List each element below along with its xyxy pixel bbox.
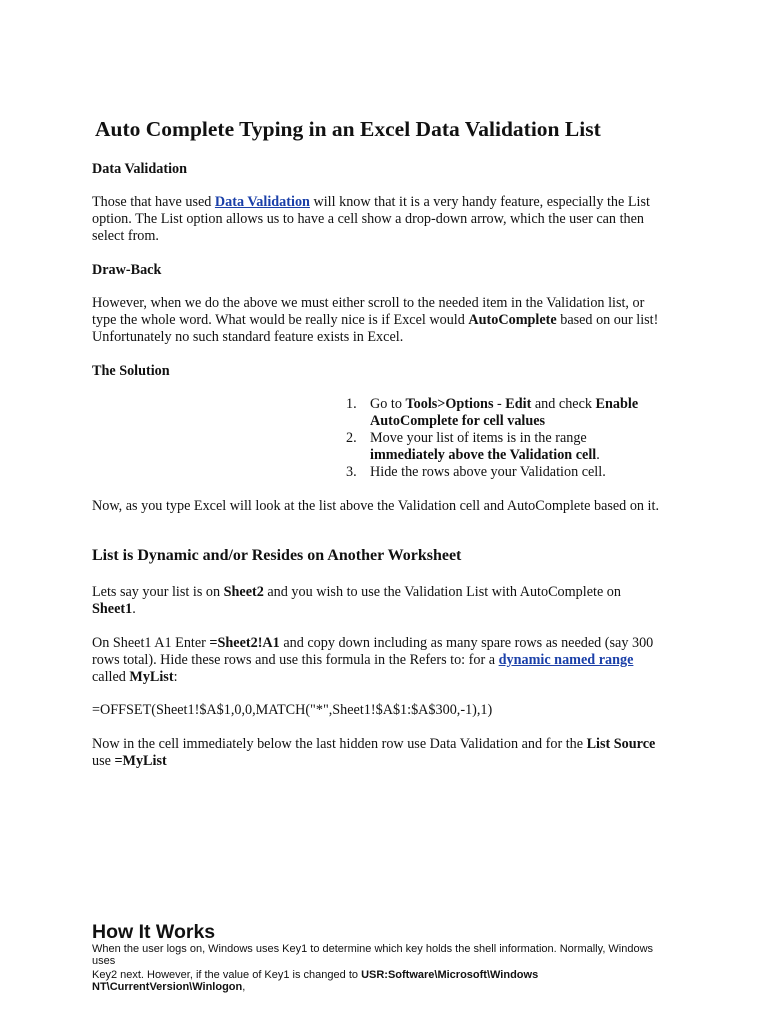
text-span: Now in the cell immediately below the last hidden row use Data Validation and for the: [92, 736, 587, 752]
bold-text: Sheet2: [223, 584, 264, 600]
bold-text: USR:Software\Microsoft\Windows NT\CurrentVersion\Winlogon: [92, 969, 539, 993]
heading-draw-back: Draw-Back: [92, 262, 162, 278]
bold-text: =Sheet2!A1: [209, 635, 280, 651]
formula-text: =OFFSET(Sheet1!$A$1,0,0,MATCH("*",Sheet1!$A$1:$A$300,-1),1): [92, 702, 493, 718]
list-number: 1.: [346, 396, 357, 412]
heading-dynamic-list: List is Dynamic and/or Resides on Another Worksheet: [92, 547, 462, 564]
bold-text: =MyList: [114, 753, 167, 769]
paragraph-list-source: [92, 736, 662, 770]
dynamic-named-range-link[interactable]: dynamic named range: [498, 652, 634, 668]
text-span: However, when we do the above we must either scroll to the needed item in the Validation list, or type the whole word. What would be really nice is if Excel would: [92, 295, 645, 328]
heading-data-validation: Data Validation: [92, 161, 188, 177]
paragraph-data-validation: [92, 194, 662, 245]
text-span: Hide the rows above your Validation cell.: [370, 464, 606, 480]
text-span: .: [596, 447, 600, 463]
bold-text: Edit: [505, 396, 532, 412]
text-span: based on our list! Unfortunately no such standard feature exists in Excel.: [92, 312, 659, 345]
bold-text: MyList: [129, 669, 174, 685]
text-span: Those that have used: [92, 194, 215, 210]
bold-text: Enable AutoComplete for cell values: [370, 396, 639, 429]
heading-the-solution: The Solution: [92, 363, 170, 379]
bold-text: immediately above the Validation cell: [370, 447, 597, 463]
bold-text: Tools>Options: [405, 396, 494, 412]
list-item: [344, 464, 664, 481]
list-item: [344, 430, 664, 464]
text-span: and copy down including as many spare rows as needed (say 300 rows total). Hide these rows and use this formula in the Refers to: for a: [92, 635, 654, 668]
paragraph-draw-back: [92, 295, 662, 346]
text-span: On Sheet1 A1 Enter: [92, 635, 210, 651]
bold-text: Sheet1: [92, 601, 133, 617]
text-span: use: [92, 753, 115, 769]
text-span: will know that it is a very handy feature, especially the List option. The List option allows us to have a cell show a drop-down arrow, which the user can then select from.: [92, 194, 650, 244]
list-number: 3.: [346, 464, 357, 480]
paragraph-how-it-works-2: [92, 969, 662, 993]
text-span: .: [132, 601, 136, 617]
paragraph-how-it-works-1: When the user logs on, Windows uses Key1 to determine which key holds the shell information. Normally, Windows uses: [92, 943, 654, 967]
paragraph-solution-after: Now, as you type Excel will look at the list above the Validation cell and AutoComplete based on it.: [92, 498, 659, 514]
bold-text: List Source: [586, 736, 656, 752]
list-item: [344, 396, 664, 430]
text-span: ,: [242, 981, 246, 993]
text-span: and you wish to use the Validation List with AutoComplete on: [263, 584, 621, 600]
paragraph-sheet2: [92, 584, 662, 618]
text-span: :: [173, 669, 178, 685]
text-span: Go to: [370, 396, 406, 412]
solution-steps-list: [344, 396, 664, 481]
text-span: -: [493, 396, 506, 412]
text-span: Key2 next. However, if the value of Key1 is changed to: [92, 969, 362, 981]
text-span: called: [92, 669, 130, 685]
heading-how-it-works: How It Works: [92, 921, 216, 943]
data-validation-link[interactable]: Data Validation: [214, 194, 310, 210]
text-span: Move your list of items is in the range: [370, 430, 587, 446]
document-title: Auto Complete Typing in an Excel Data Validation List: [95, 117, 601, 141]
paragraph-sheet1-a1: [92, 635, 662, 686]
list-number: 2.: [346, 430, 357, 446]
text-span: and check: [531, 396, 596, 412]
text-span: Lets say your list is on: [92, 584, 224, 600]
bold-text: AutoComplete: [468, 312, 557, 328]
